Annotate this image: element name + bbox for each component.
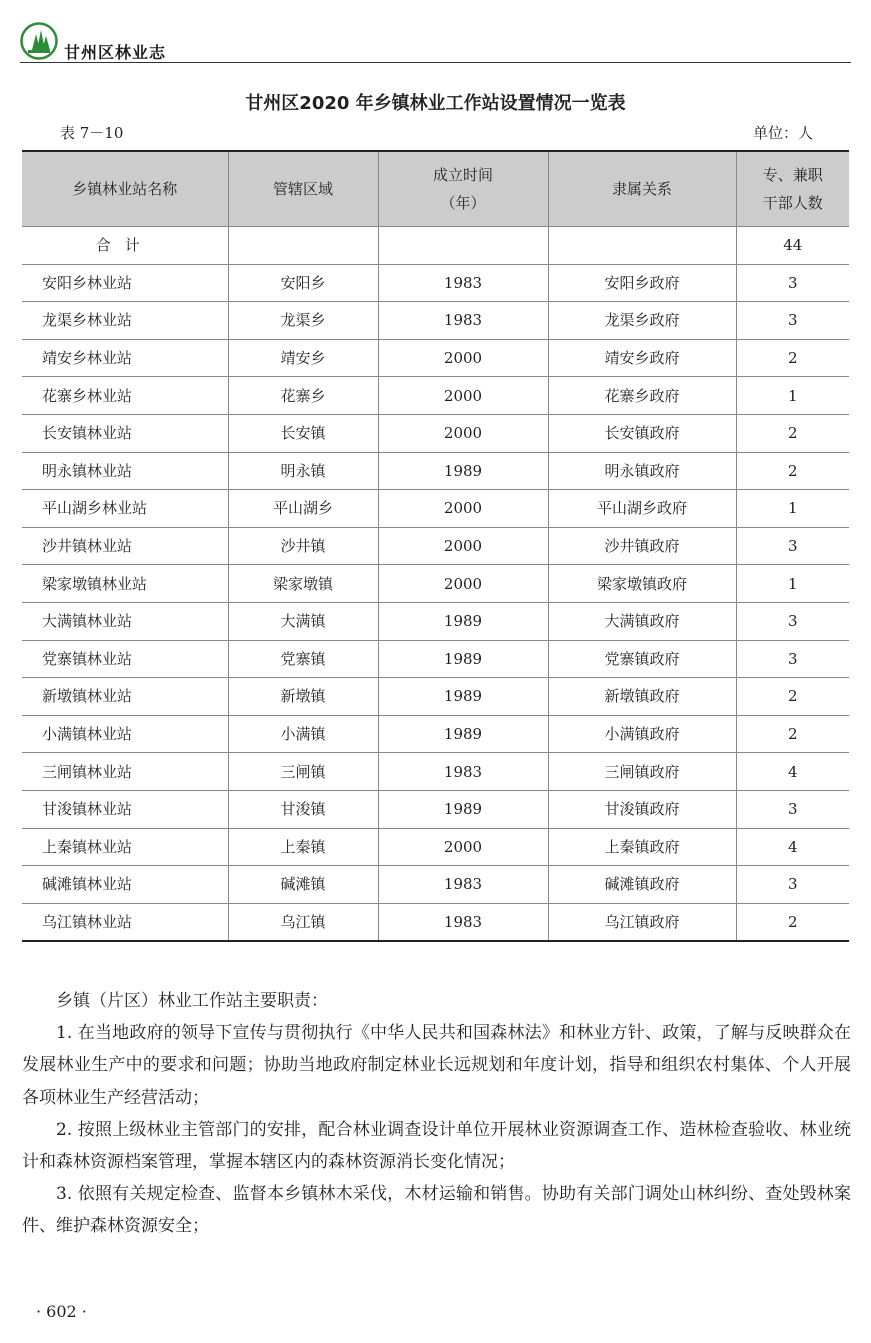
station-name-cell: 碱滩镇林业站: [22, 866, 228, 904]
station-name-cell: 甘浚镇林业站: [22, 790, 228, 828]
table-row: [22, 527, 849, 565]
staff-count-cell: 2: [736, 903, 849, 941]
year-cell: 1989: [378, 715, 548, 753]
table-title: 甘州区2020 年乡镇林业工作站设置情况一览表: [245, 93, 626, 114]
running-header: [20, 20, 851, 64]
col-header-area: 管辖区域: [228, 151, 378, 227]
total-label: 合计: [22, 227, 228, 265]
page-number: · 602 ·: [36, 1302, 87, 1321]
staff-count-cell: 3: [736, 602, 849, 640]
affiliation-cell: 小满镇政府: [548, 715, 736, 753]
year-cell: 1983: [378, 866, 548, 904]
station-name-cell: 安阳乡林业站: [22, 264, 228, 302]
staff-count-cell: 2: [736, 715, 849, 753]
station-name-cell: 沙井镇林业站: [22, 527, 228, 565]
staff-count-cell: 3: [736, 264, 849, 302]
affiliation-cell: 党寨镇政府: [548, 640, 736, 678]
area-cell: 乌江镇: [228, 903, 378, 941]
col-header-staff-count: 专、兼职 干部人数: [736, 151, 849, 227]
affiliation-cell: 平山湖乡政府: [548, 490, 736, 528]
table-row: [22, 640, 849, 678]
staff-count-cell: 2: [736, 678, 849, 716]
table-row: [22, 715, 849, 753]
area-cell: 上秦镇: [228, 828, 378, 866]
area-cell: 碱滩镇: [228, 866, 378, 904]
area-cell: 平山湖乡: [228, 490, 378, 528]
table-row: [22, 602, 849, 640]
station-name-cell: 龙渠乡林业站: [22, 302, 228, 340]
year-cell: 1983: [378, 903, 548, 941]
affiliation-cell: 沙井镇政府: [548, 527, 736, 565]
station-name-cell: 梁家墩镇林业站: [22, 565, 228, 603]
area-cell: 大满镇: [228, 602, 378, 640]
total-count: 44: [736, 227, 849, 265]
station-name-cell: 长安镇林业站: [22, 414, 228, 452]
table-row: [22, 452, 849, 490]
table-unit: 单位：人: [752, 124, 813, 142]
affiliation-cell: 大满镇政府: [548, 602, 736, 640]
staff-count-cell: 4: [736, 828, 849, 866]
station-name-cell: 上秦镇林业站: [22, 828, 228, 866]
stations-table: [22, 150, 849, 942]
area-cell: 明永镇: [228, 452, 378, 490]
affiliation-cell: 甘浚镇政府: [548, 790, 736, 828]
station-name-cell: 花寨乡林业站: [22, 377, 228, 415]
staff-count-cell: 1: [736, 377, 849, 415]
year-cell: 1983: [378, 302, 548, 340]
col-header-year: 成立时间 （年）: [378, 151, 548, 227]
affiliation-cell: 梁家墩镇政府: [548, 565, 736, 603]
year-cell: 1989: [378, 602, 548, 640]
staff-count-cell: 2: [736, 339, 849, 377]
area-cell: 长安镇: [228, 414, 378, 452]
year-cell: 2000: [378, 414, 548, 452]
table-row: [22, 490, 849, 528]
affiliation-cell: 长安镇政府: [548, 414, 736, 452]
area-cell: 三闸镇: [228, 753, 378, 791]
staff-count-cell: 3: [736, 866, 849, 904]
staff-count-cell: 3: [736, 640, 849, 678]
affiliation-cell: 三闸镇政府: [548, 753, 736, 791]
affiliation-cell: 新墩镇政府: [548, 678, 736, 716]
body-paragraph: 1. 在当地政府的领导下宣传与贯彻执行《中华人民共和国森林法》和林业方针、政策，了解与反映群众在发展林业生产中的要求和问题；协助当地政府制定林业长远规划和年度计划，指导和组织农村集体、个人开展各项林业生产经营活动；: [22, 1023, 851, 1108]
year-cell: 2000: [378, 565, 548, 603]
body-paragraph: 2. 按照上级林业主管部门的安排，配合林业调查设计单位开展林业资源调查工作、造林检查验收、林业统计和森林资源档案管理，掌握本辖区内的森林资源消长变化情况；: [22, 1119, 851, 1173]
staff-count-cell: 4: [736, 753, 849, 791]
table-row: [22, 264, 849, 302]
table-row: [22, 377, 849, 415]
affiliation-cell: 乌江镇政府: [548, 903, 736, 941]
affiliation-cell: 明永镇政府: [548, 452, 736, 490]
body-paragraph: 乡镇（片区）林业工作站主要职责：: [56, 991, 328, 1011]
year-cell: 1989: [378, 678, 548, 716]
table-row: [22, 678, 849, 716]
staff-count-cell: 3: [736, 790, 849, 828]
table-number: 表 7－10: [60, 124, 124, 142]
affiliation-cell: 碱滩镇政府: [548, 866, 736, 904]
table-row: [22, 866, 849, 904]
header-rule: [20, 62, 851, 63]
staff-count-cell: 2: [736, 414, 849, 452]
year-cell: 2000: [378, 339, 548, 377]
body-paragraph: 3. 依照有关规定检查、监督本乡镇林木采伐，木材运输和销售。协助有关部门调处山林纠纷、查处毁林案件、维护森林资源安全；: [22, 1184, 851, 1237]
station-name-cell: 新墩镇林业站: [22, 678, 228, 716]
area-cell: 龙渠乡: [228, 302, 378, 340]
table-header-row: [22, 151, 849, 227]
area-cell: 安阳乡: [228, 264, 378, 302]
affiliation-cell: 靖安乡政府: [548, 339, 736, 377]
station-name-cell: 靖安乡林业站: [22, 339, 228, 377]
area-cell: 甘浚镇: [228, 790, 378, 828]
staff-count-cell: 1: [736, 490, 849, 528]
staff-count-cell: 3: [736, 302, 849, 340]
staff-count-cell: 3: [736, 527, 849, 565]
year-cell: 1989: [378, 790, 548, 828]
year-cell: 1983: [378, 753, 548, 791]
table-row: [22, 753, 849, 791]
area-cell: 小满镇: [228, 715, 378, 753]
station-name-cell: 党寨镇林业站: [22, 640, 228, 678]
station-name-cell: 小满镇林业站: [22, 715, 228, 753]
area-cell: 党寨镇: [228, 640, 378, 678]
body-text: [22, 985, 851, 1243]
year-cell: 1983: [378, 264, 548, 302]
area-cell: 靖安乡: [228, 339, 378, 377]
total-row: [22, 227, 849, 265]
staff-count-cell: 2: [736, 452, 849, 490]
table-row: [22, 565, 849, 603]
col-header-affiliation: 隶属关系: [548, 151, 736, 227]
year-cell: 2000: [378, 828, 548, 866]
station-name-cell: 三闸镇林业站: [22, 753, 228, 791]
affiliation-cell: 安阳乡政府: [548, 264, 736, 302]
year-cell: 2000: [378, 527, 548, 565]
header-title: 甘州区林业志: [64, 43, 167, 62]
table-row: [22, 302, 849, 340]
year-cell: 2000: [378, 490, 548, 528]
station-name-cell: 明永镇林业站: [22, 452, 228, 490]
staff-count-cell: 1: [736, 565, 849, 603]
station-name-cell: 大满镇林业站: [22, 602, 228, 640]
station-name-cell: 平山湖乡林业站: [22, 490, 228, 528]
station-name-cell: 乌江镇林业站: [22, 903, 228, 941]
table-row: [22, 903, 849, 941]
table-row: [22, 339, 849, 377]
affiliation-cell: 上秦镇政府: [548, 828, 736, 866]
col-header-name: 乡镇林业站名称: [22, 151, 228, 227]
affiliation-cell: 花寨乡政府: [548, 377, 736, 415]
area-cell: 花寨乡: [228, 377, 378, 415]
affiliation-cell: 龙渠乡政府: [548, 302, 736, 340]
area-cell: 梁家墩镇: [228, 565, 378, 603]
area-cell: 新墩镇: [228, 678, 378, 716]
year-cell: 1989: [378, 640, 548, 678]
forest-logo-icon: [20, 22, 58, 60]
table-row: [22, 790, 849, 828]
table-row: [22, 414, 849, 452]
year-cell: 1989: [378, 452, 548, 490]
year-cell: 2000: [378, 377, 548, 415]
table-row: [22, 828, 849, 866]
area-cell: 沙井镇: [228, 527, 378, 565]
